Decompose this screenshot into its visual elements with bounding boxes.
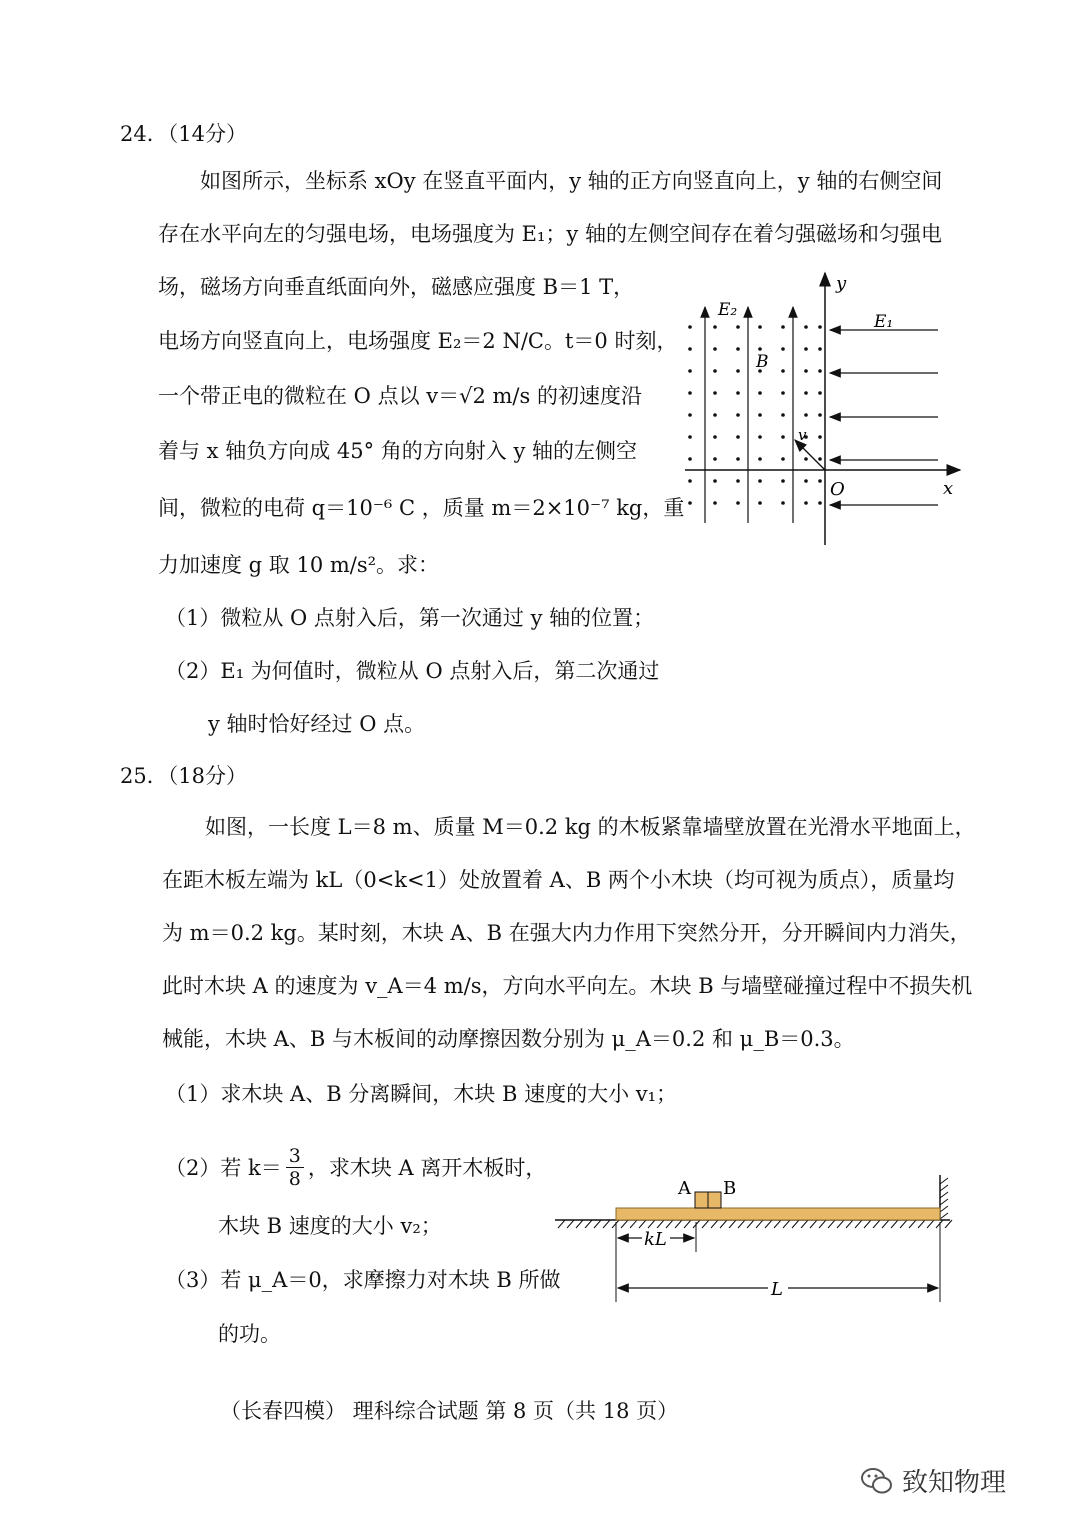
field-dot	[713, 325, 717, 329]
field-dot	[818, 479, 822, 483]
q25-line-3: 为 m＝0.2 kg。某时刻，木块 A、B 在强大内力作用下突然分开，分开瞬间内力消失，	[162, 921, 971, 945]
hatch-mark	[747, 1220, 754, 1228]
hatch-mark	[918, 1220, 925, 1228]
field-dot	[818, 457, 822, 461]
field-dot	[688, 369, 692, 373]
field-dot	[804, 369, 808, 373]
field-dot	[818, 413, 822, 417]
q24-line-4: 电场方向竖直向上，电场强度 E₂＝2 N/C。t＝0 时刻，	[158, 329, 678, 353]
q25-sub-2-pre: （2）若 k＝	[165, 1155, 282, 1180]
fraction	[286, 1145, 304, 1190]
block-a-label: A	[678, 1178, 691, 1199]
field-dot	[736, 457, 740, 461]
hatch-mark	[585, 1220, 592, 1228]
hatch-mark	[909, 1220, 916, 1228]
field-dot	[736, 479, 740, 483]
q24-sub-2b: y 轴时恰好经过 O 点。	[208, 712, 426, 736]
hatch-mark	[702, 1220, 709, 1228]
hatch-mark	[819, 1220, 826, 1228]
field-dot	[736, 391, 740, 395]
field-dot	[736, 435, 740, 439]
q25-sub-3b: 的功。	[218, 1322, 281, 1346]
fraction-denominator: 8	[288, 1168, 301, 1190]
field-dot	[781, 413, 785, 417]
q24-line-7: 间，微粒的电荷 q＝10⁻⁶ C ，质量 m＝2×10⁻⁷ kg，重	[158, 496, 685, 520]
hatch-mark	[765, 1220, 772, 1228]
q25-sub-3a: （3）若 μ_A＝0，求摩擦力对木块 B 所做	[165, 1268, 561, 1292]
field-dot	[781, 501, 785, 505]
q24-line-2: 存在水平向左的匀强电场，电场强度为 E₁；y 轴的左侧空间存在着匀强磁场和匀强电	[158, 222, 942, 246]
hatch-mark	[783, 1220, 790, 1228]
hatch-mark	[657, 1220, 664, 1228]
field-dot	[758, 413, 762, 417]
y-axis-label: y	[836, 273, 847, 294]
field-dot	[688, 391, 692, 395]
q24-sub-1: （1）微粒从 O 点射入后，第一次通过 y 轴的位置；	[165, 606, 655, 630]
q25-header: 25．（18分）	[120, 764, 247, 788]
e2-field-lines	[705, 307, 793, 523]
watermark-text: 致知物理	[902, 1468, 1007, 1498]
field-dot	[713, 413, 717, 417]
e1-field-lines	[830, 330, 938, 505]
magnetic-field-dots	[688, 325, 822, 505]
field-dot	[688, 325, 692, 329]
hatch-mark	[774, 1220, 781, 1228]
q24-line-1: 如图所示，坐标系 xOy 在竖直平面内，y 轴的正方向竖直向上，y 轴的右侧空间	[200, 169, 943, 193]
field-dot	[758, 391, 762, 395]
hatch-mark	[675, 1220, 682, 1228]
q24-line-5: 一个带正电的微粒在 O 点以 v＝√2 m/s 的初速度沿	[158, 384, 642, 408]
field-dot	[688, 347, 692, 351]
e2-label: E₂	[718, 300, 738, 320]
fraction-numerator: 3	[286, 1145, 304, 1168]
field-dot	[804, 501, 808, 505]
field-dot	[688, 413, 692, 417]
page-footer: （长春四模） 理科综合试题 第 8 页（共 18 页）	[220, 1399, 679, 1423]
hatch-mark	[940, 1213, 948, 1219]
hatch-mark	[940, 1192, 948, 1198]
hatch-mark	[801, 1220, 808, 1228]
hatch-mark	[729, 1220, 736, 1228]
q24-line-8: 力加速度 g 取 10 m/s²。求：	[158, 553, 440, 577]
wechat-icon	[860, 1466, 894, 1496]
l-label: L	[771, 1279, 783, 1300]
field-dot	[736, 369, 740, 373]
field-dot	[804, 413, 808, 417]
hatch-mark	[756, 1220, 763, 1228]
hatch-mark	[648, 1220, 655, 1228]
wooden-board	[616, 1208, 940, 1220]
hatch-mark	[576, 1220, 583, 1228]
hatch-mark	[891, 1220, 898, 1228]
field-dot	[818, 501, 822, 505]
field-dot	[818, 391, 822, 395]
hatch-mark	[711, 1220, 718, 1228]
field-dot	[818, 325, 822, 329]
field-dot	[781, 479, 785, 483]
field-dot	[804, 457, 808, 461]
q25-sub-2-post: ，求木块 A 离开木板时，	[307, 1155, 547, 1180]
field-dot	[781, 457, 785, 461]
field-dot	[688, 457, 692, 461]
q24-line-6: 着与 x 轴负方向成 45° 角的方向射入 y 轴的左侧空	[158, 439, 637, 463]
ground-hatching	[558, 1220, 952, 1228]
field-dot	[736, 325, 740, 329]
hatch-mark	[846, 1220, 853, 1228]
kl-label: kL	[644, 1229, 667, 1250]
field-dot	[713, 479, 717, 483]
field-dot	[736, 501, 740, 505]
e1-label: E₁	[874, 312, 894, 332]
origin-label: O	[830, 479, 845, 500]
hatch-mark	[603, 1220, 610, 1228]
b-label: B	[756, 352, 769, 372]
hatch-mark	[900, 1220, 907, 1228]
velocity-arrow	[795, 440, 825, 470]
field-dot	[804, 391, 808, 395]
hatch-mark	[720, 1220, 727, 1228]
hatch-mark	[940, 1178, 948, 1184]
field-dot	[758, 479, 762, 483]
field-dot	[818, 369, 822, 373]
q25-sub-1: （1）求木块 A、B 分离瞬间，木块 B 速度的大小 v₁；	[165, 1082, 678, 1106]
field-dot	[758, 325, 762, 329]
q24-field-diagram	[670, 265, 970, 555]
hatch-mark	[945, 1220, 952, 1228]
hatch-mark	[567, 1220, 574, 1228]
field-dot	[713, 391, 717, 395]
field-dot	[818, 347, 822, 351]
field-dot	[713, 501, 717, 505]
q25-line-1: 如图，一长度 L＝8 m、质量 M＝0.2 kg 的木板紧靠墙壁放置在光滑水平地面上，	[205, 815, 976, 839]
field-dot	[688, 501, 692, 505]
hatch-mark	[639, 1220, 646, 1228]
field-dot	[713, 369, 717, 373]
v-label: v	[798, 426, 807, 444]
hatch-mark	[792, 1220, 799, 1228]
q24-line-3: 场，磁场方向垂直纸面向外，磁感应强度 B＝1 T，	[158, 275, 635, 299]
field-dot	[804, 347, 808, 351]
hatch-mark	[810, 1220, 817, 1228]
field-dot	[818, 435, 822, 439]
hatch-mark	[927, 1220, 934, 1228]
hatch-mark	[828, 1220, 835, 1228]
hatch-mark	[882, 1220, 889, 1228]
block-b-label: B	[723, 1178, 737, 1199]
watermark	[860, 1462, 1006, 1499]
field-dot	[758, 435, 762, 439]
q25-line-5: 械能，木块 A、B 与木板间的动摩擦因数分别为 μ_A＝0.2 和 μ_B＝0.3。	[162, 1027, 855, 1051]
q24-header: 24．（14分）	[120, 122, 247, 146]
field-dot	[688, 435, 692, 439]
wall-hatching	[940, 1178, 948, 1219]
field-dot	[781, 347, 785, 351]
field-dot	[713, 457, 717, 461]
hatch-mark	[873, 1220, 880, 1228]
field-dot	[781, 391, 785, 395]
hatch-mark	[621, 1220, 628, 1228]
q25-sub-2b: 木块 B 速度的大小 v₂；	[218, 1214, 442, 1238]
hatch-mark	[558, 1220, 565, 1228]
field-dot	[736, 413, 740, 417]
field-dot	[736, 347, 740, 351]
x-axis-label: x	[943, 478, 954, 499]
hatch-mark	[940, 1185, 948, 1191]
hatch-mark	[594, 1220, 601, 1228]
field-dot	[781, 325, 785, 329]
hatch-mark	[855, 1220, 862, 1228]
q24-sub-2a: （2）E₁ 为何值时，微粒从 O 点射入后，第二次通过	[165, 659, 660, 683]
field-dot	[758, 457, 762, 461]
hatch-mark	[738, 1220, 745, 1228]
q25-board-diagram	[550, 1170, 970, 1310]
field-dot	[781, 369, 785, 373]
field-dot	[804, 479, 808, 483]
hatch-mark	[630, 1220, 637, 1228]
hatch-mark	[940, 1206, 948, 1212]
hatch-mark	[940, 1199, 948, 1205]
block-a	[695, 1192, 708, 1208]
field-dot	[804, 325, 808, 329]
hatch-mark	[666, 1220, 673, 1228]
field-dot	[758, 347, 762, 351]
field-dot	[713, 347, 717, 351]
q25-sub-2	[165, 1145, 546, 1190]
q25-line-4: 此时木块 A 的速度为 v_A＝4 m/s，方向水平向左。木块 B 与墙壁碰撞过程中不损失机	[162, 974, 973, 998]
block-b	[708, 1192, 721, 1208]
hatch-mark	[837, 1220, 844, 1228]
field-dot	[688, 479, 692, 483]
field-dot	[758, 501, 762, 505]
hatch-mark	[864, 1220, 871, 1228]
q25-line-2: 在距木板左端为 kL（0<k<1）处放置着 A、B 两个小木块（均可视为质点），质量均	[162, 868, 955, 892]
field-dot	[713, 435, 717, 439]
hatch-mark	[684, 1220, 691, 1228]
field-dot	[781, 435, 785, 439]
